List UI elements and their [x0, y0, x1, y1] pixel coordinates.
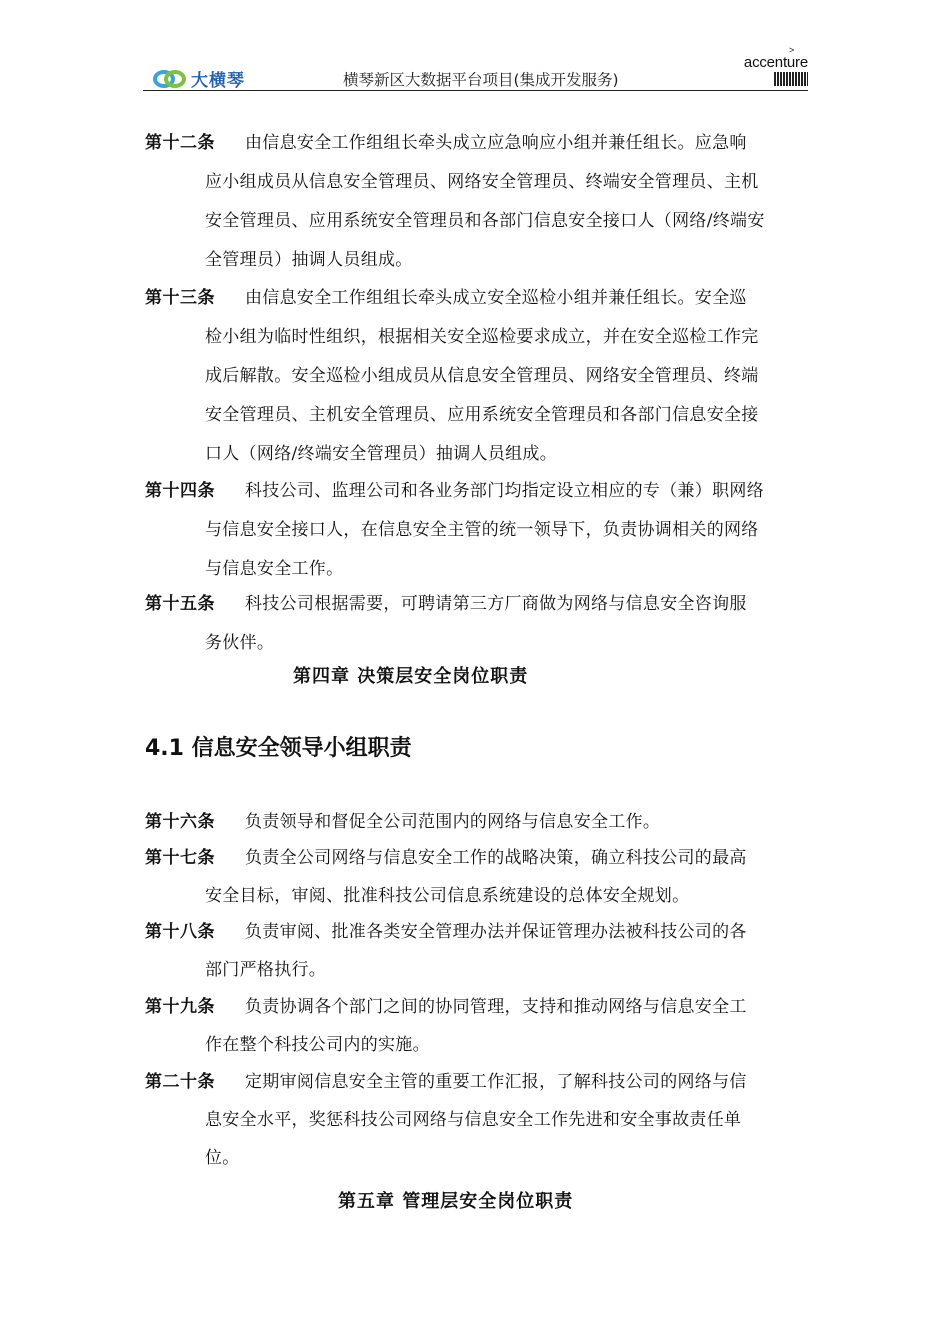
- page-header: [143, 45, 808, 92]
- article-line: 成后解散。安全巡检小组成员从信息安全管理员、网络安全管理员、终端: [205, 366, 759, 386]
- article-line: 全管理员）抽调人员组成。: [205, 250, 413, 270]
- article-number: 第十九条: [145, 997, 215, 1017]
- article-line: 部门严格执行。: [205, 960, 327, 980]
- article-number: 第十三条: [145, 288, 215, 308]
- article-line: 负责审阅、批准各类安全管理办法并保证管理办法被科技公司的各: [245, 922, 747, 942]
- article-number: 第十六条: [145, 812, 215, 832]
- article-line: 与信息安全接口人，在信息安全主管的统一领导下，负责协调相关的网络: [205, 520, 759, 540]
- article-line: 由信息安全工作组组长牵头成立安全巡检小组并兼任组长。安全巡: [245, 288, 747, 308]
- article-line: 务伙伴。: [205, 633, 275, 653]
- header-rule: [143, 90, 808, 91]
- section-heading: 4.1 信息安全领导小组职责: [145, 736, 412, 761]
- article-line: 科技公司、监理公司和各业务部门均指定设立相应的专（兼）职网络: [245, 481, 764, 501]
- brand-right-text: accenture: [743, 54, 808, 71]
- article-number: 第十二条: [145, 133, 215, 153]
- accenture-chinese-mark-icon: [774, 72, 808, 86]
- article-line: 位。: [205, 1148, 240, 1168]
- article-line: 负责协调各个部门之间的协同管理，支持和推动网络与信息安全工: [245, 997, 747, 1017]
- article-number: 第二十条: [145, 1072, 215, 1092]
- article-line: 检小组为临时性组织，根据相关安全巡检要求成立，并在安全巡检工作完: [205, 327, 759, 347]
- article-line: 负责领导和督促全公司范围内的网络与信息安全工作。: [245, 812, 661, 832]
- article-line: 定期审阅信息安全主管的重要工作汇报，了解科技公司的网络与信: [245, 1072, 747, 1092]
- article-line: 安全管理员、应用系统安全管理员和各部门信息安全接口人（网络/终端安: [205, 211, 765, 231]
- article-line: 息安全水平，奖惩科技公司网络与信息安全工作先进和安全事故责任单: [205, 1110, 742, 1130]
- article-number: 第十八条: [145, 922, 215, 942]
- article-line: 由信息安全工作组组长牵头成立应急响应小组并兼任组长。应急响: [245, 133, 747, 153]
- article-number: 第十七条: [145, 848, 215, 868]
- article-line: 负责全公司网络与信息安全工作的战略决策，确立科技公司的最高: [245, 848, 747, 868]
- hengqin-logo: [153, 66, 245, 91]
- article-number: 第十五条: [145, 594, 215, 614]
- article-line: 应小组成员从信息安全管理员、网络安全管理员、终端安全管理员、主机: [205, 172, 759, 192]
- hengqin-logo-icon: [153, 69, 187, 89]
- article-line: 安全目标，审阅、批准科技公司信息系统建设的总体安全规划。: [205, 886, 690, 906]
- article-line: 作在整个科技公司内的实施。: [205, 1035, 430, 1055]
- article-line: 安全管理员、主机安全管理员、应用系统安全管理员和各部门信息安全接: [205, 405, 759, 425]
- article-number: 第十四条: [145, 481, 215, 501]
- article-line: 口人（网络/终端安全管理员）抽调人员组成。: [205, 444, 558, 464]
- accenture-logo: [743, 45, 808, 90]
- chapter-heading: 第五章 管理层安全岗位职责: [338, 1191, 574, 1212]
- article-line: 科技公司根据需要，可聘请第三方厂商做为网络与信息安全咨询服: [245, 594, 747, 614]
- article-line: 与信息安全工作。: [205, 559, 344, 579]
- accenture-chevron-icon: >: [788, 45, 794, 55]
- chapter-heading: 第四章 决策层安全岗位职责: [293, 666, 529, 687]
- brand-left-text: 大横琴: [191, 71, 245, 91]
- header-title: 横琴新区大数据平台项目(集成开发服务): [343, 71, 619, 89]
